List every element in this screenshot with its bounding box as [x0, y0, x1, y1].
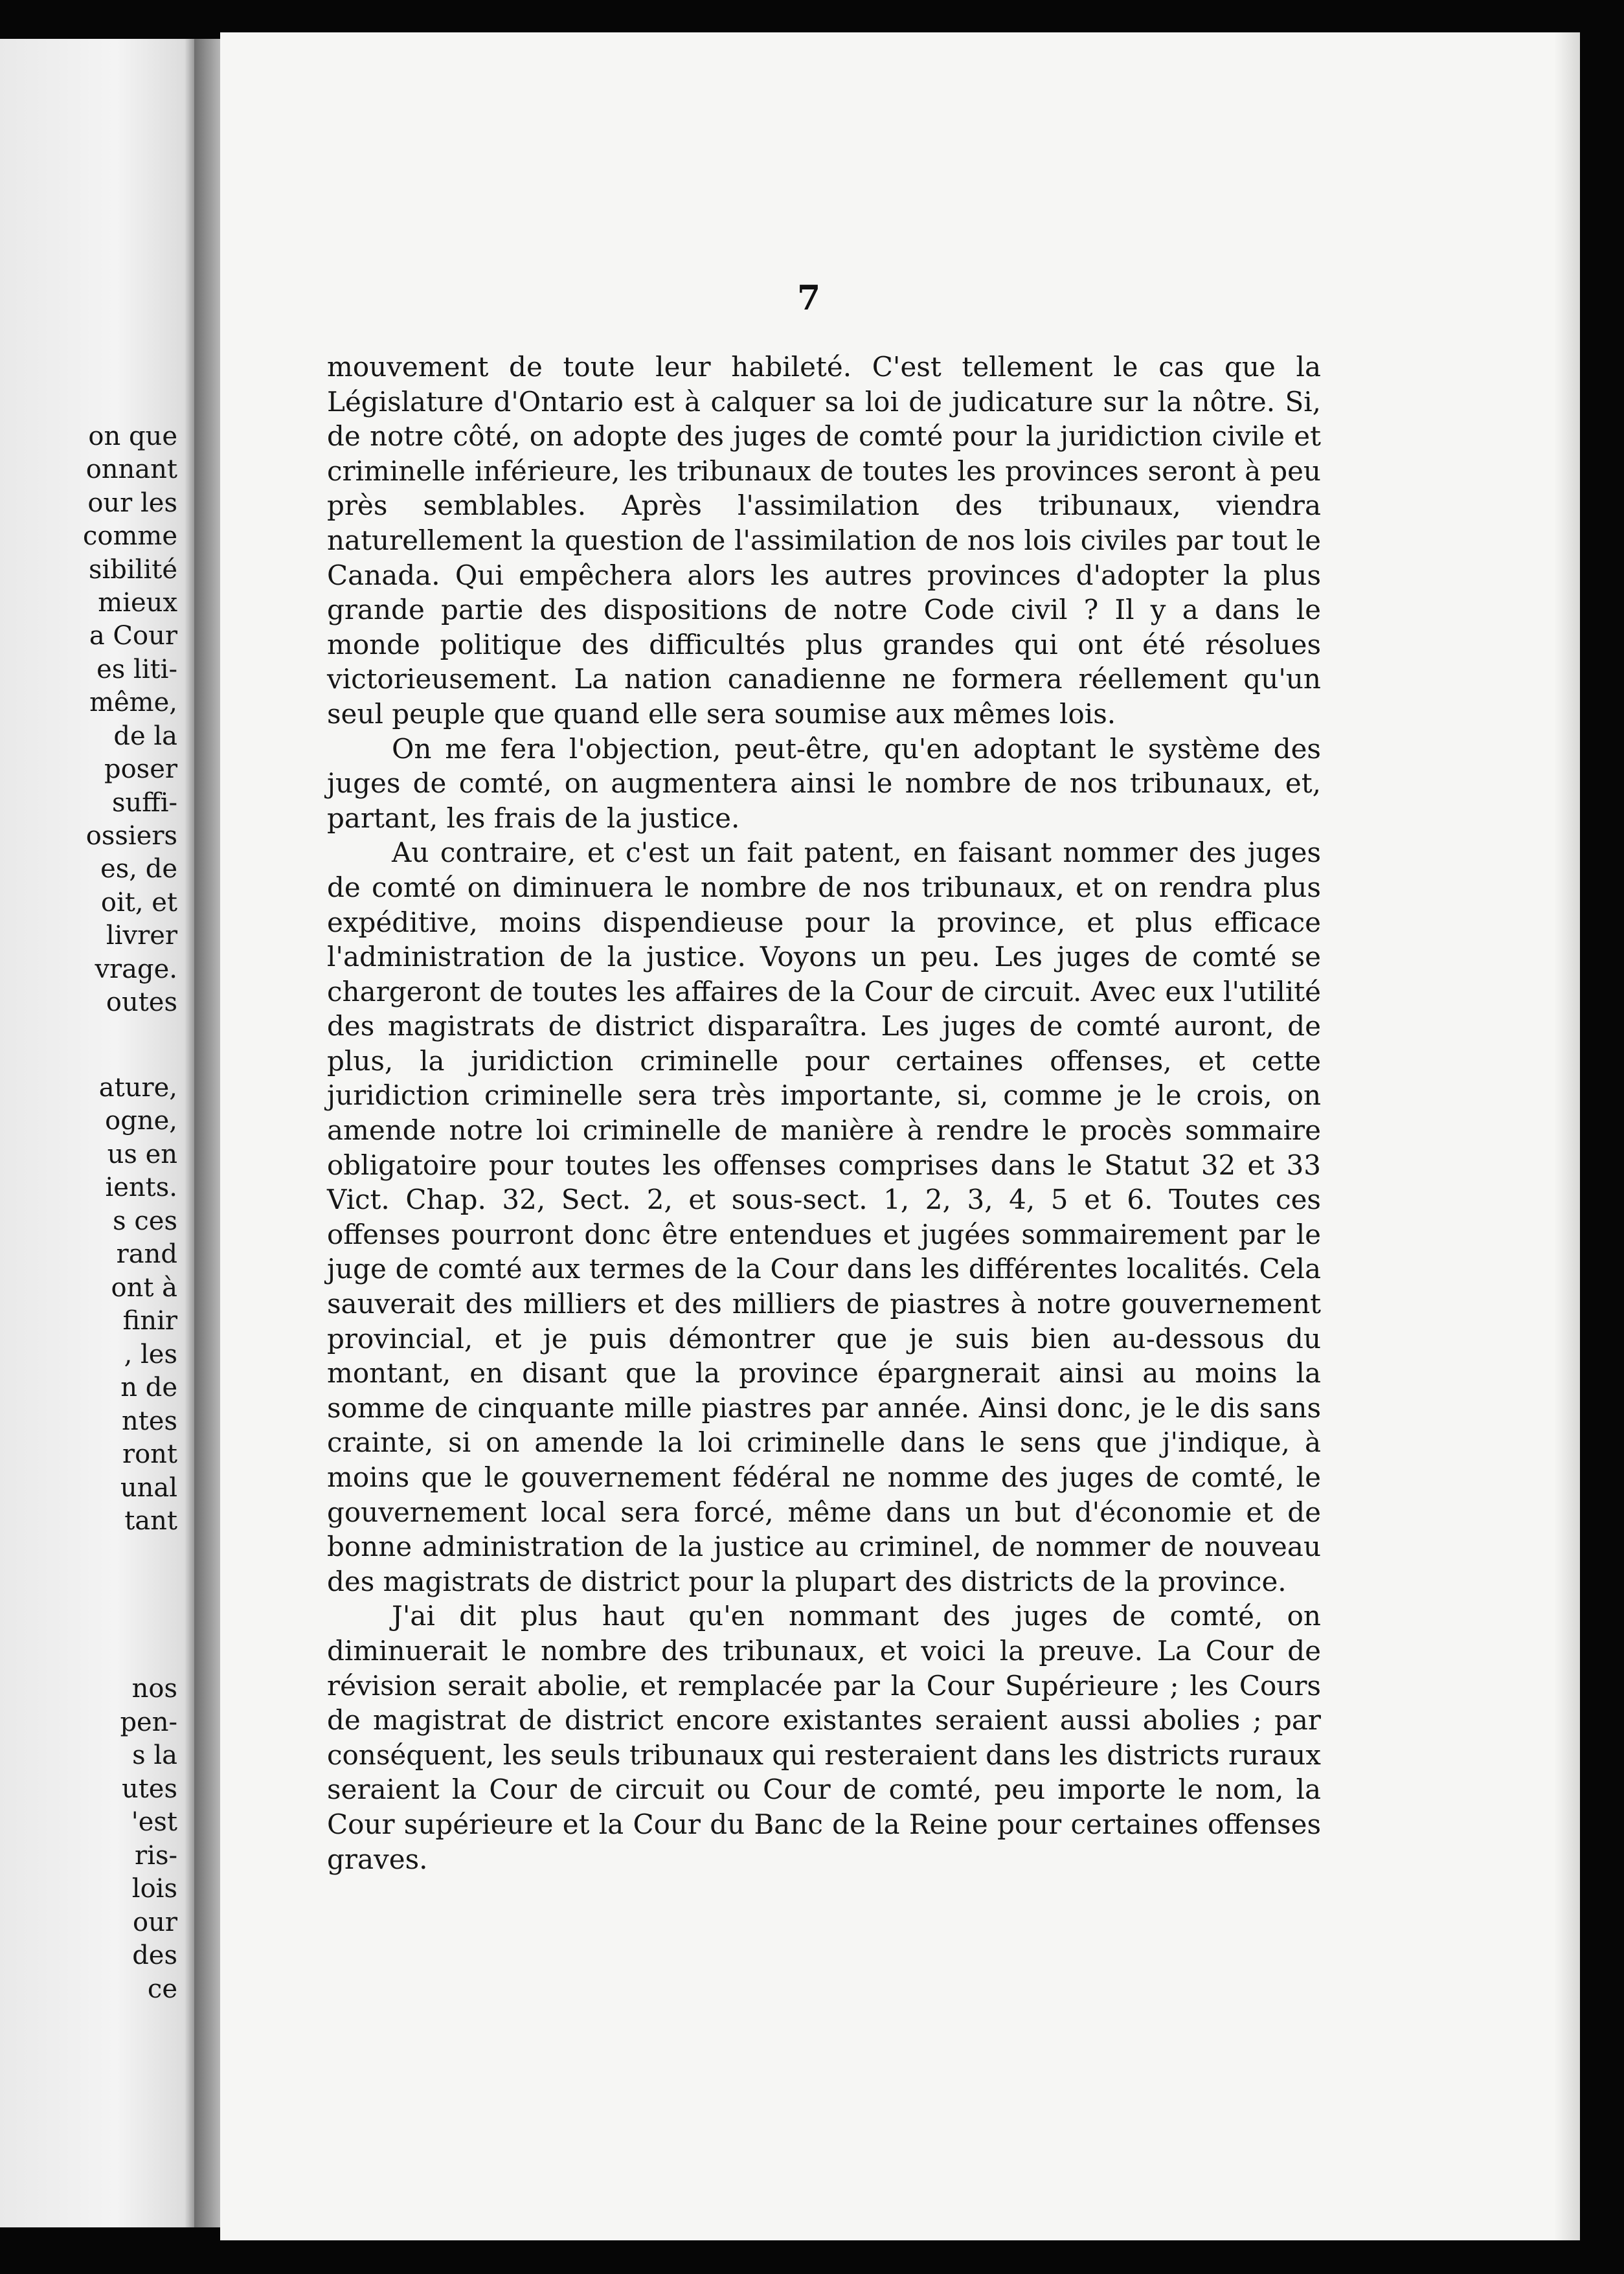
- left-fragment: lois: [131, 1874, 177, 1904]
- left-fragment: n de: [120, 1373, 177, 1402]
- paragraph-3: Au contraire, et c'est un fait patent, en faisant nommer des juges de comté on diminuera le nombre de nos tribunaux, et on rendra plus expéditive, moins dispendieuse pour la province, et plus efficace l'administration de la justice. Voyons un peu. Les juges de comté se chargeront de toutes les affaires de la Cour de circuit. Avec eux l'utilité des magistrats de district disparaîtra. Les juges de comté auront, de plus, la juridiction criminelle pour certaines offenses, et cette juridiction criminelle sera très importante, si, comme je le crois, on amende notre loi criminelle de manière à rendre le procès sommaire obligatoire pour toutes les offenses comprises dans le Statut 32 et 33 Vict. Chap. 32, Sect. 2, et sous-sect. 1, 2, 3, 4, 5 et 6. Toutes ces offenses pourront donc être entendues et jugées sommairement par le juge de comté aux termes de la Cour dans les différentes localités. Cela sauverait des milliers et des milliers de piastres à notre gouvernement provincial, et je puis démontrer que je suis bien au-dessous du montant, en disant que la province épargnerait ainsi au moins la somme de cinquante mille piastres par année. Ainsi donc, je le dis sans crainte, si on amende la loi criminelle dans le sens que j'indique, à moins que le gouvernement fédéral ne nomme des juges de comté, le gouvernement local sera forcé, même dans un but d'économie et de bonne administration de la justice au criminel, de nommer de nouveau des magistrats de district pour la plupart des districts de la province.: [327, 837, 1321, 1597]
- left-fragment: ntes: [121, 1406, 177, 1436]
- left-fragment: utes: [121, 1774, 177, 1804]
- left-fragment: on que: [88, 422, 177, 451]
- left-fragment: outes: [106, 987, 177, 1017]
- left-fragment: de la: [113, 721, 177, 751]
- left-fragment: livrer: [106, 921, 177, 951]
- left-fragment: ront: [122, 1439, 177, 1469]
- left-fragment: nos: [131, 1674, 177, 1704]
- left-page-edge: [0, 39, 194, 2227]
- left-fragment: poser: [104, 754, 177, 784]
- paragraph-1: mouvement de toute leur habileté. C'est tellement le cas que la Législature d'Ontario est à calquer sa loi de judicature sur la nôtre. Si, de notre côté, on adopte des juges de comté pour la juridiction civile et criminelle inférieure, les tribunaux de toutes les provinces seront à peu près semblables. Après l'assimilation des tribunaux, viendra naturellement la question de l'assimilation de nos lois civiles par tout le Canada. Qui empêchera alors les autres provinces d'adopter la plus grande partie des dispositions de notre Code civil ? Il y a dans le monde politique des difficultés plus grandes qui ont été résolues victorieusement. La nation canadienne ne formera réellement qu'un seul peuple que quand elle sera soumise aux mêmes lois.: [327, 351, 1321, 730]
- left-fragment: même,: [89, 688, 177, 717]
- left-fragment: es, de: [100, 854, 177, 884]
- left-fragment: comme: [82, 521, 177, 551]
- page-body-text: [327, 350, 1321, 1876]
- left-fragment: ossiers: [85, 821, 177, 851]
- left-fragment: finir: [122, 1306, 177, 1336]
- left-fragment: ogne,: [105, 1106, 177, 1136]
- left-fragment: s ces: [113, 1206, 177, 1236]
- left-fragment: rand: [116, 1239, 177, 1269]
- left-fragment: mieux: [98, 588, 177, 618]
- left-fragment: sibilité: [88, 555, 177, 585]
- left-fragment: our les: [87, 488, 177, 518]
- right-page-edge-shading: [1554, 32, 1580, 2240]
- page-number: 7: [797, 278, 821, 318]
- left-fragment: 'est: [131, 1807, 177, 1837]
- left-fragment: oit, et: [100, 888, 177, 917]
- left-fragment: ont à: [111, 1273, 177, 1303]
- left-fragment: des: [132, 1941, 177, 1970]
- left-fragment: our: [133, 1908, 177, 1937]
- left-fragment: s la: [132, 1740, 177, 1770]
- left-fragment: tant: [124, 1506, 177, 1536]
- left-fragment: ature,: [98, 1073, 177, 1103]
- left-fragment: ients.: [105, 1173, 177, 1202]
- paragraph-2: On me fera l'objection, peut-être, qu'en adoptant le système des juges de comté, on augmentera ainsi le nombre de nos tribunaux, et, partant, les frais de la justice.: [327, 732, 1321, 834]
- left-fragment: suffi-: [111, 788, 177, 818]
- left-fragment: es liti-: [96, 655, 177, 684]
- left-fragment: unal: [120, 1473, 177, 1503]
- left-fragment: a Cour: [89, 621, 177, 651]
- left-fragment: us en: [107, 1140, 177, 1169]
- left-fragment: ce: [147, 1974, 177, 2004]
- left-fragment: onnant: [85, 455, 177, 484]
- left-fragment: vrage.: [95, 954, 177, 984]
- paragraph-4: J'ai dit plus haut qu'en nommant des juges de comté, on diminuerait le nombre des tribunaux, et voici la preuve. La Cour de révision serait abolie, et remplacée par la Cour Supérieure ; les Cours de magistrat de district encore existantes seraient aussi abolies ; par conséquent, les seuls tribunaux qui resteraient dans les districts ruraux seraient la Cour de circuit ou Cour de comté, peu importe le nom, la Cour supérieure et la Cour du Banc de la Reine pour certaines offenses graves.: [327, 1600, 1321, 1875]
- left-fragment: pen-: [120, 1707, 177, 1737]
- left-fragment: , les: [124, 1340, 177, 1369]
- left-fragment: ris-: [135, 1841, 177, 1871]
